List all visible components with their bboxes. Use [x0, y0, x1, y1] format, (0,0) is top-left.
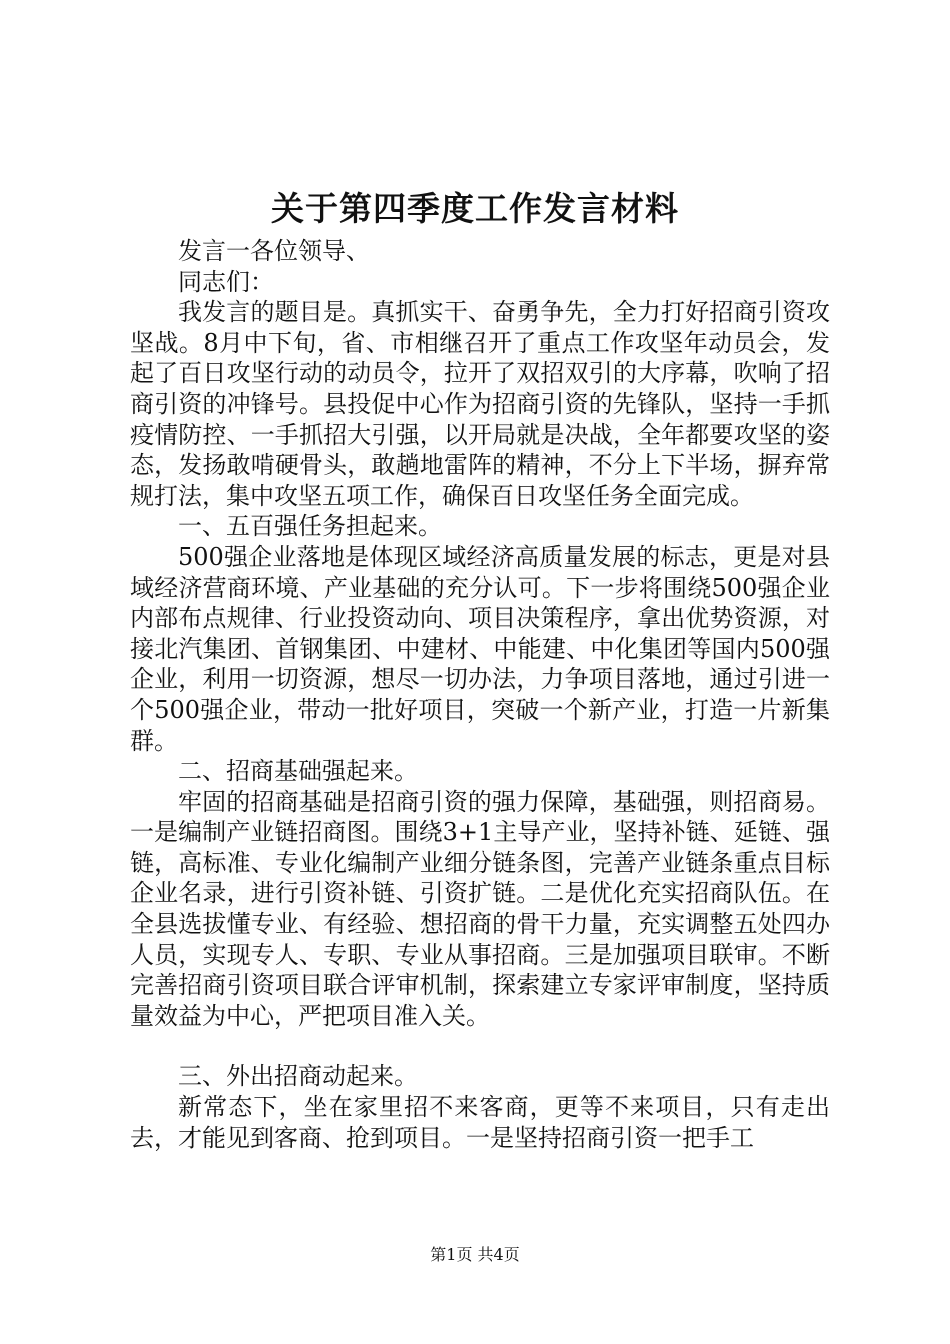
- document-title: 关于第四季度工作发言材料: [271, 189, 679, 228]
- paragraph-section-3: 新常态下，坐在家里招不来客商，更等不来项目，只有走出去，才能见到客商、抢到项目。一是坚持招商引资一把手工: [130, 1093, 830, 1152]
- page-footer: 第1页 共4页: [430, 1245, 520, 1264]
- section-heading-2: 二、招商基础强起来。: [178, 757, 418, 786]
- paragraph-salutation-2: 同志们：: [178, 267, 274, 296]
- section-heading-3: 三、外出招商动起来。: [178, 1062, 418, 1091]
- paragraph-intro: 我发言的题目是。真抓实干、奋勇争先，全力打好招商引资攻坚战。8月中下旬，省、市相继召开了重点工作攻坚年动员会，发起了百日攻坚行动的动员令，拉开了双招双引的大序幕，吹响了招商引资的冲锋号。县投促中心作为招商引资的先锋队，坚持一手抓疫情防控、一手抓招大引强，以开局就是决战，全年都要攻坚的姿态，发扬敢啃硬骨头，敢趟地雷阵的精神，不分上下半场，摒弃常规打法，集中攻坚五项工作，确保百日攻坚任务全面完成。: [130, 298, 830, 510]
- document-body: [130, 236, 830, 1153]
- paragraph-section-1: 500强企业落地是体现区域经济高质量发展的标志，更是对县域经济营商环境、产业基础的充分认可。下一步将围绕500强企业内部布点规律、行业投资动向、项目决策程序，拿出优势资源，对接北汽集团、首钢集团、中建材、中能建、中化集团等国内500强企业，利用一切资源，想尽一切办法，力争项目落地，通过引进一个500强企业，带动一批好项目，突破一个新产业，打造一片新集群。: [130, 542, 830, 755]
- paragraph-section-2: 牢固的招商基础是招商引资的强力保障，基础强，则招商易。一是编制产业链招商图。围绕3+1主导产业，坚持补链、延链、强链，高标准、专业化编制产业细分链条图，完善产业链条重点目标企业名录，进行引资补链、引资扩链。二是优化充实招商队伍。在全县选拔懂专业、有经验、想招商的骨干力量，充实调整五处四办人员，实现专人、专职、专业从事招商。三是加强项目联审。不断完善招商引资项目联合评审机制，探索建立专家评审制度，坚持质量效益为中心，严把项目准入关。: [130, 787, 830, 1030]
- paragraph-salutation-1: 发言一各位领导、: [178, 237, 370, 265]
- section-heading-1: 一、五百强任务担起来。: [178, 512, 442, 541]
